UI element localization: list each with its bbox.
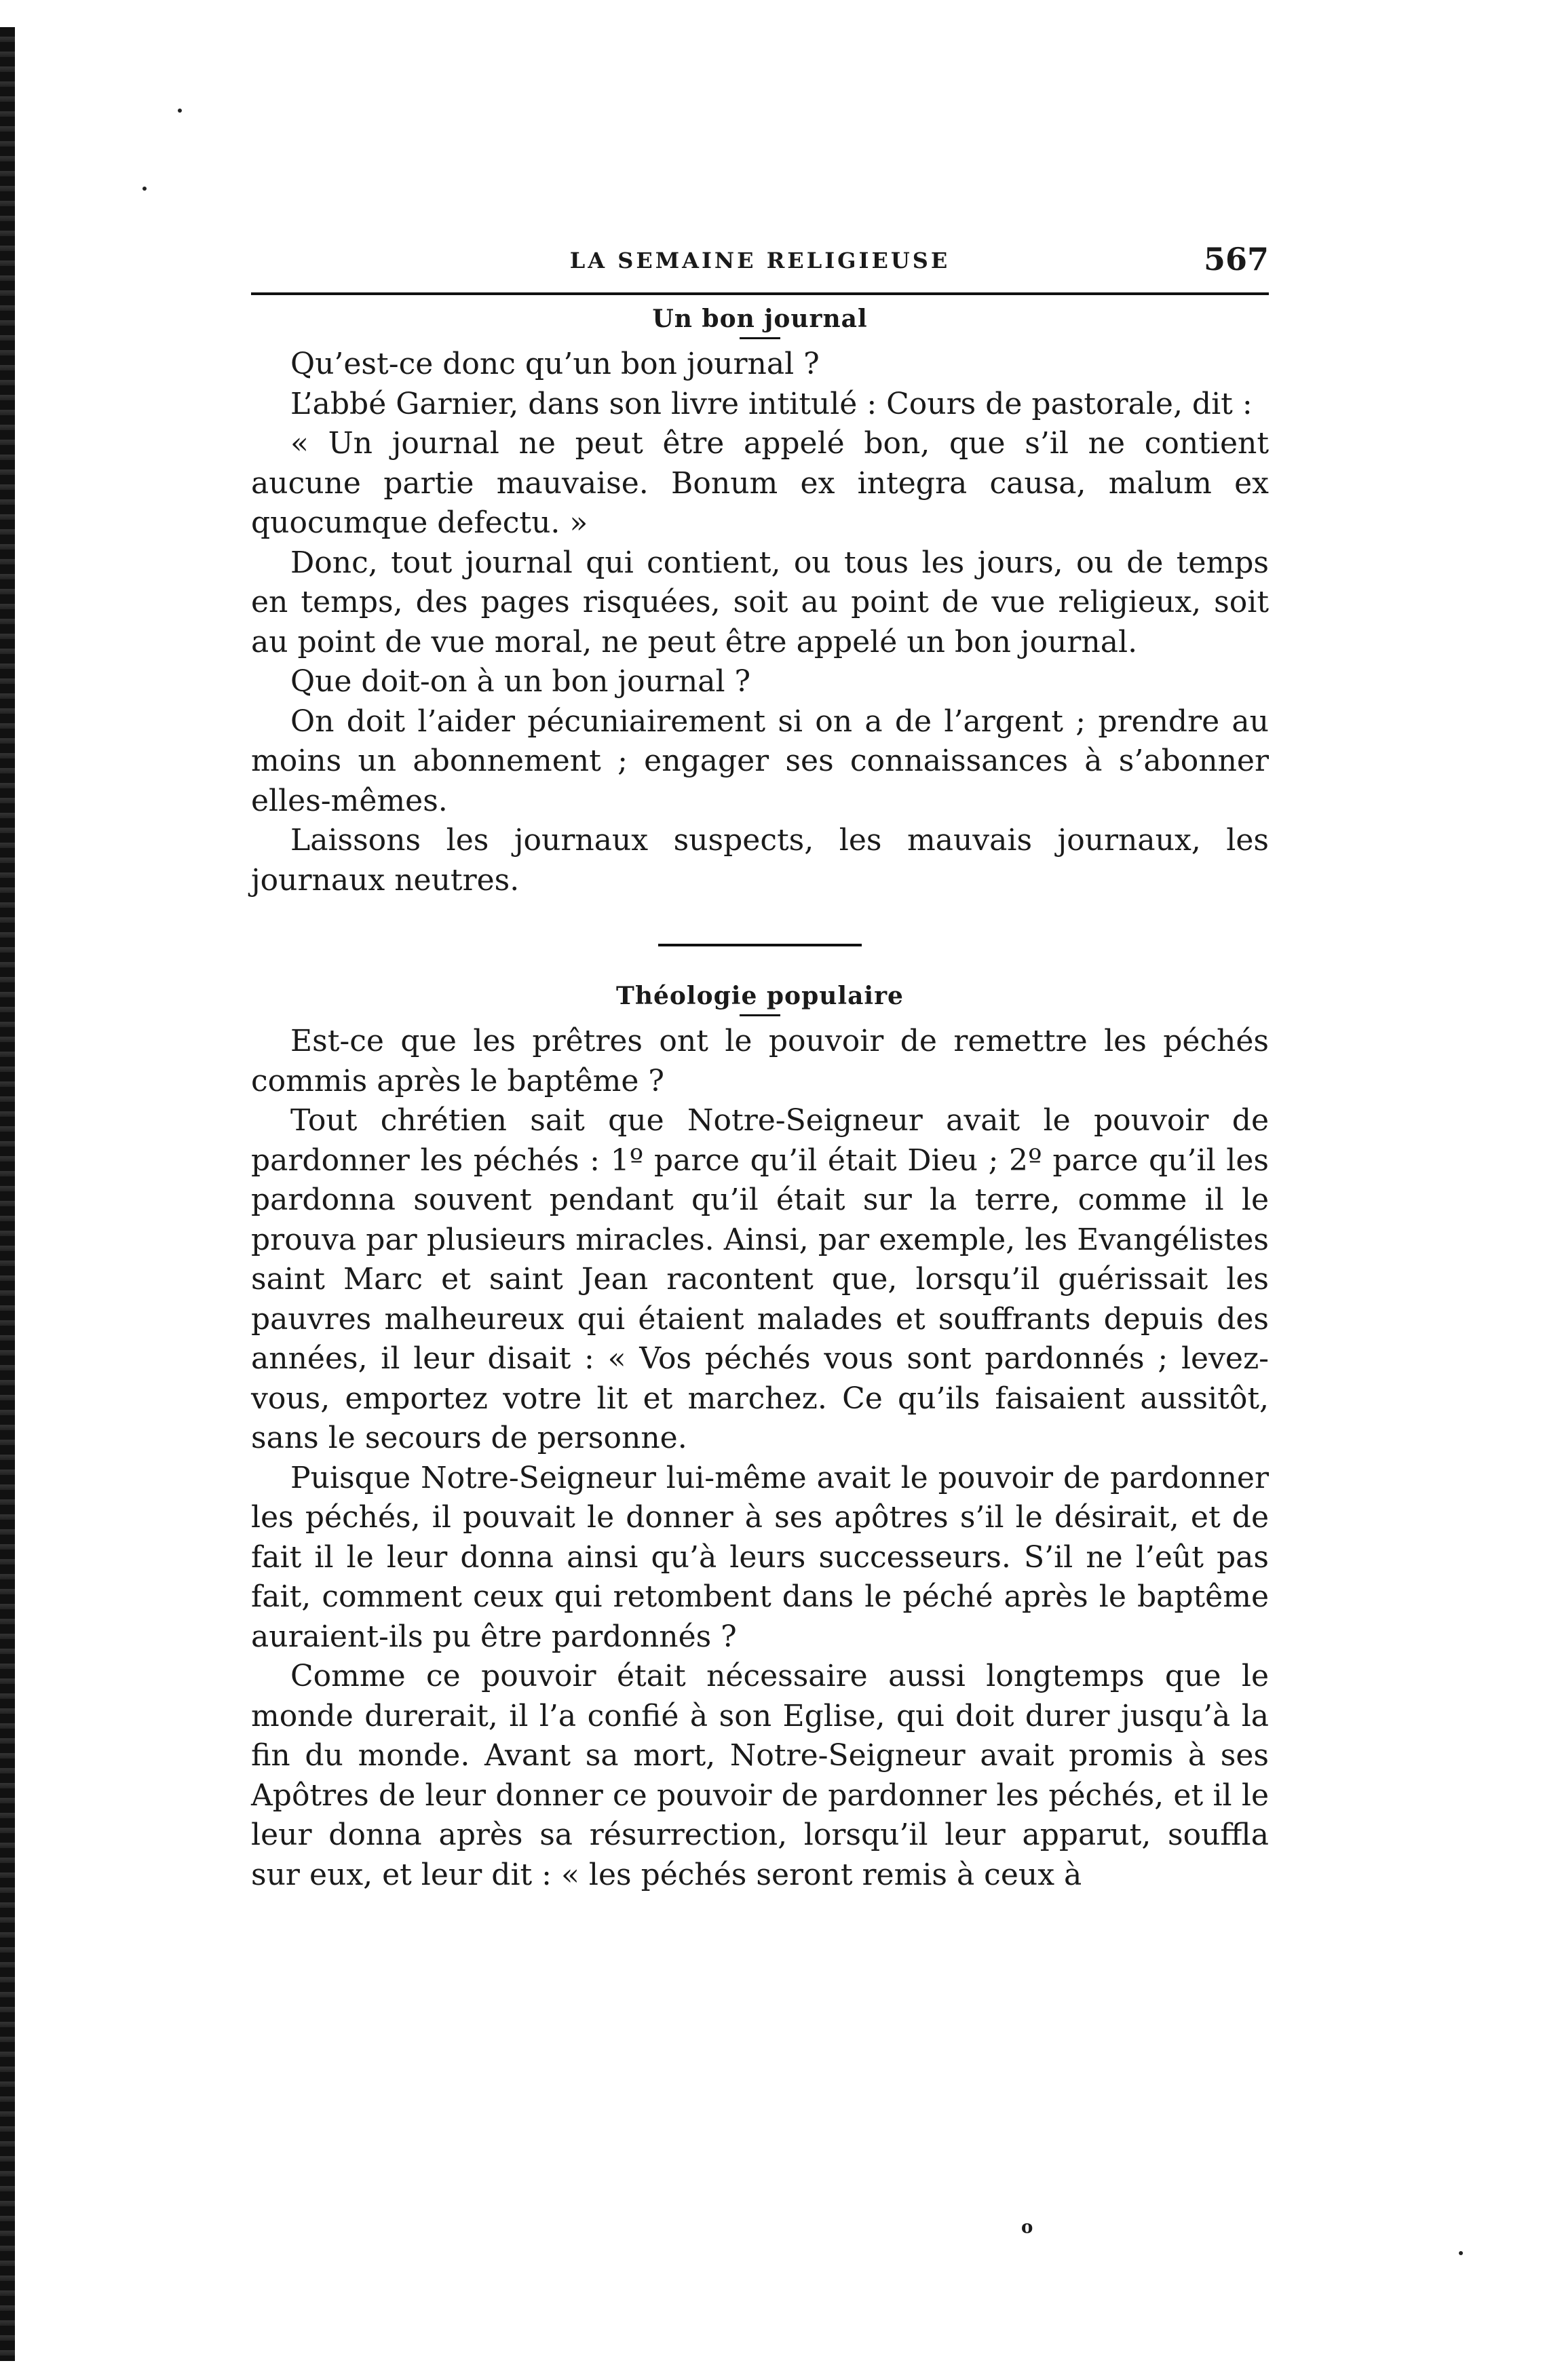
scan-speck	[1459, 2251, 1463, 2255]
paragraph: Qu’est-ce donc qu’un bon journal ?	[290, 347, 820, 381]
title-dash	[740, 1014, 780, 1016]
page-content	[251, 241, 1269, 1895]
title-dash	[740, 337, 780, 339]
paragraph: « Un journal ne peut être appelé bon, que s’il ne contient aucune partie mauvaise. Bonum ex integra causa, malum ex quocumque defectu. »	[251, 426, 1269, 540]
paragraph: Que doit-on à un bon journal ?	[290, 664, 751, 699]
paragraph: Comme ce pouvoir était nécessaire aussi longtemps que le monde durerait, il l’a confié à son Eglise, qui doit durer jusqu’à la fin du monde. Avant sa mort, Notre-Seigneur avait promis à ses Apôtres de leur donner ce pouvoir de pardonner les péchés, et il le leur donna après sa résurrection, lorsqu’il leur apparut, souffla sur eux, et leur dit : « les péchés seront remis à ceux à	[251, 1659, 1269, 1892]
header-rule	[251, 292, 1269, 295]
paragraph: Donc, tout journal qui contient, ou tous les jours, ou de temps en temps, des pages risquées, soit au point de vue religieux, soit au point de vue moral, ne peut être appelé un bon journal.	[251, 545, 1269, 659]
paragraph: Tout chrétien sait que Notre-Seigneur avait le pouvoir de pardonner les péchés : 1º parce qu’il était Dieu ; 2º parce qu’il les pardonna souvent pendant qu’il était sur la terre, comme il le prouva par plusieurs miracles. Ainsi, par exemple, les Evangélistes saint Marc et saint Jean racontent que, lorsqu’il guérissait les pauvres malheureux qui étaient malades et souffrants depuis des années, il leur disait : « Vos péchés vous sont pardonnés ; levez-vous, emportez votre lit et marchez. Ce qu’ils faisaient aussitôt, sans le secours de personne.	[251, 1103, 1269, 1455]
running-head	[251, 241, 1269, 288]
scan-speck	[142, 187, 147, 191]
scan-speck	[178, 109, 182, 113]
paragraph: L’abbé Garnier, dans son livre intitulé : Cours de pastorale, dit :	[290, 386, 1253, 421]
paragraph: Laissons les journaux suspects, les mauvais journaux, les journaux neutres.	[251, 823, 1269, 898]
running-title: LA SEMAINE RELIGIEUSE	[569, 248, 951, 273]
page-number: 567	[1203, 241, 1269, 277]
paragraph: Est-ce que les prêtres ont le pouvoir de remettre les péchés commis après le baptême ?	[251, 1024, 1269, 1098]
section-separator	[658, 944, 862, 946]
section-title: Un bon journal	[652, 305, 868, 333]
section-theologie-populaire	[251, 982, 1269, 1895]
section-title: Théologie populaire	[616, 982, 904, 1010]
footer-mark: o	[1021, 2217, 1033, 2238]
section-bon-journal	[251, 305, 1269, 900]
paragraph: On doit l’aider pécuniairement si on a de l’argent ; prendre au moins un abonnement ; engager ses connaissances à s’abonner elles-mêmes.	[251, 704, 1269, 818]
paragraph: Puisque Notre-Seigneur lui-même avait le pouvoir de pardonner les péchés, il pouvait le donner à ses apôtres s’il le désirait, et de fait il le leur donna ainsi qu’à leurs successeurs. S’il ne l’eût pas fait, comment ceux qui retombent dans le péché après le baptême auraient-ils pu être pardonnés ?	[251, 1460, 1269, 1654]
scan-binding-edge	[0, 27, 15, 2361]
